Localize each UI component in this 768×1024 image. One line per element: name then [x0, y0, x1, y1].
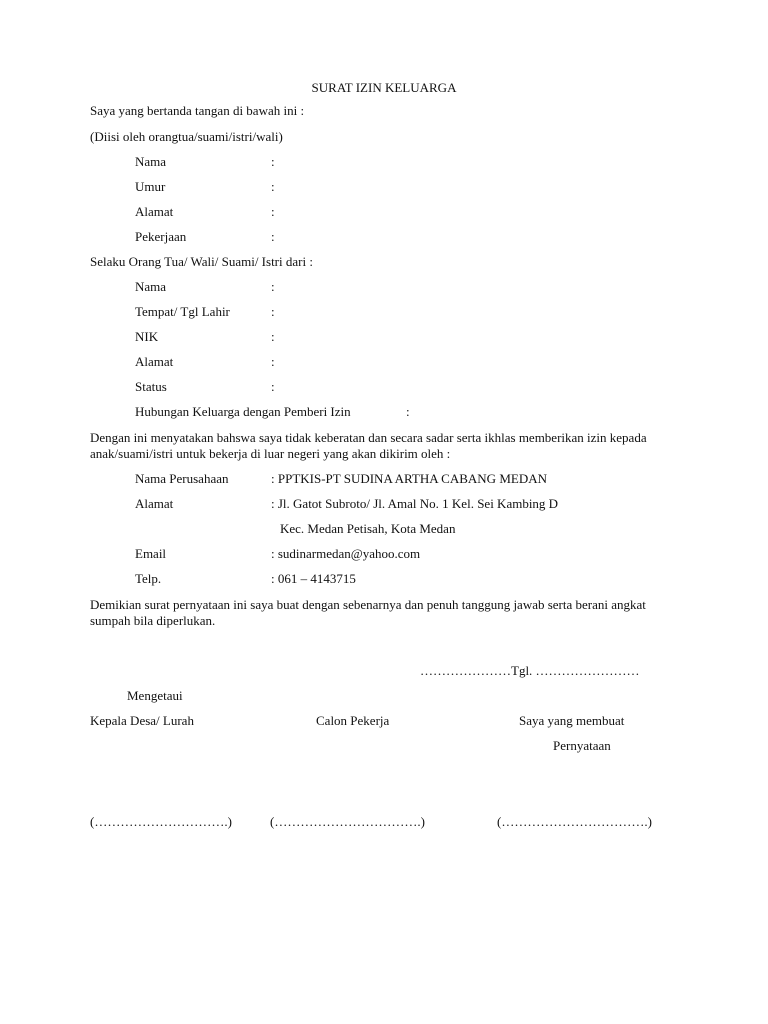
parent-field-colon: : — [271, 154, 275, 169]
worker-field-colon: : — [271, 329, 275, 344]
statement-paragraph: Dengan ini menyatakan bahswa saya tidak keberatan dan secara sadar serta ikhlas memberikan izin kepada anak/suami/istri untuk bekerja di luar negeri yang akan dikirim oleh : — [90, 430, 647, 461]
intro-note: (Diisi oleh orangtua/suami/istri/wali) — [90, 129, 283, 144]
relation-heading: Selaku Orang Tua/ Wali/ Suami/ Istri dari : — [90, 254, 313, 269]
worker-field-label: Alamat — [135, 354, 174, 369]
worker-field-label: Status — [135, 379, 167, 394]
signature-line-maker: (…………………………….) — [497, 814, 652, 829]
parent-field-label: Nama — [135, 154, 167, 169]
date-line: …………………Tgl. …………………… — [420, 663, 640, 678]
family-relation-colon: : — [406, 404, 410, 419]
village-head-label: Kepala Desa/ Lurah — [90, 713, 194, 728]
family-relation-label: Hubungan Keluarga dengan Pemberi Izin — [135, 404, 351, 419]
parent-field-label: Alamat — [135, 204, 174, 219]
company-field-value: : Jl. Gatot Subroto/ Jl. Amal No. 1 Kel. Sei Kambing D — [271, 496, 559, 511]
worker-field-label: Tempat/ Tgl Lahir — [135, 304, 230, 319]
signature-line-candidate: (…………………………….) — [270, 814, 425, 829]
company-field-value: : sudinarmedan@yahoo.com — [271, 546, 421, 561]
worker-field-colon: : — [271, 354, 275, 369]
maker-label-second-line: Pernyataan — [553, 738, 611, 753]
company-field-label: Nama Perusahaan — [135, 471, 229, 486]
worker-field-label: NIK — [135, 329, 159, 344]
company-field-value: Kec. Medan Petisah, Kota Medan — [280, 521, 456, 536]
maker-label: Saya yang membuat — [519, 713, 625, 728]
company-field-label: Telp. — [135, 571, 162, 586]
document-title: SURAT IZIN KELUARGA — [311, 80, 457, 95]
parent-field-colon: : — [271, 204, 275, 219]
intro-text: Saya yang bertanda tangan di bawah ini : — [90, 103, 305, 118]
worker-field-colon: : — [271, 304, 275, 319]
company-field-value: : PPTKIS-PT SUDINA ARTHA CABANG MEDAN — [271, 471, 547, 486]
worker-field-label: Nama — [135, 279, 167, 294]
company-field-label: Email — [135, 546, 167, 561]
candidate-label: Calon Pekerja — [316, 713, 390, 728]
company-field-label: Alamat — [135, 496, 174, 511]
parent-field-colon: : — [271, 229, 275, 244]
worker-field-colon: : — [271, 379, 275, 394]
parent-field-label: Umur — [135, 179, 166, 194]
parent-field-label: Pekerjaan — [135, 229, 187, 244]
company-field-value: : 061 – 4143715 — [271, 571, 356, 586]
closing-paragraph: Demikian surat pernyataan ini saya buat dengan sebenarnya dan penuh tanggung jawab serta berani angkat sumpah bila diperlukan. — [90, 597, 646, 628]
acknowledged-label: Mengetaui — [127, 688, 183, 703]
parent-field-colon: : — [271, 179, 275, 194]
worker-field-colon: : — [271, 279, 275, 294]
signature-line-village-head: (………………………….) — [90, 814, 232, 829]
